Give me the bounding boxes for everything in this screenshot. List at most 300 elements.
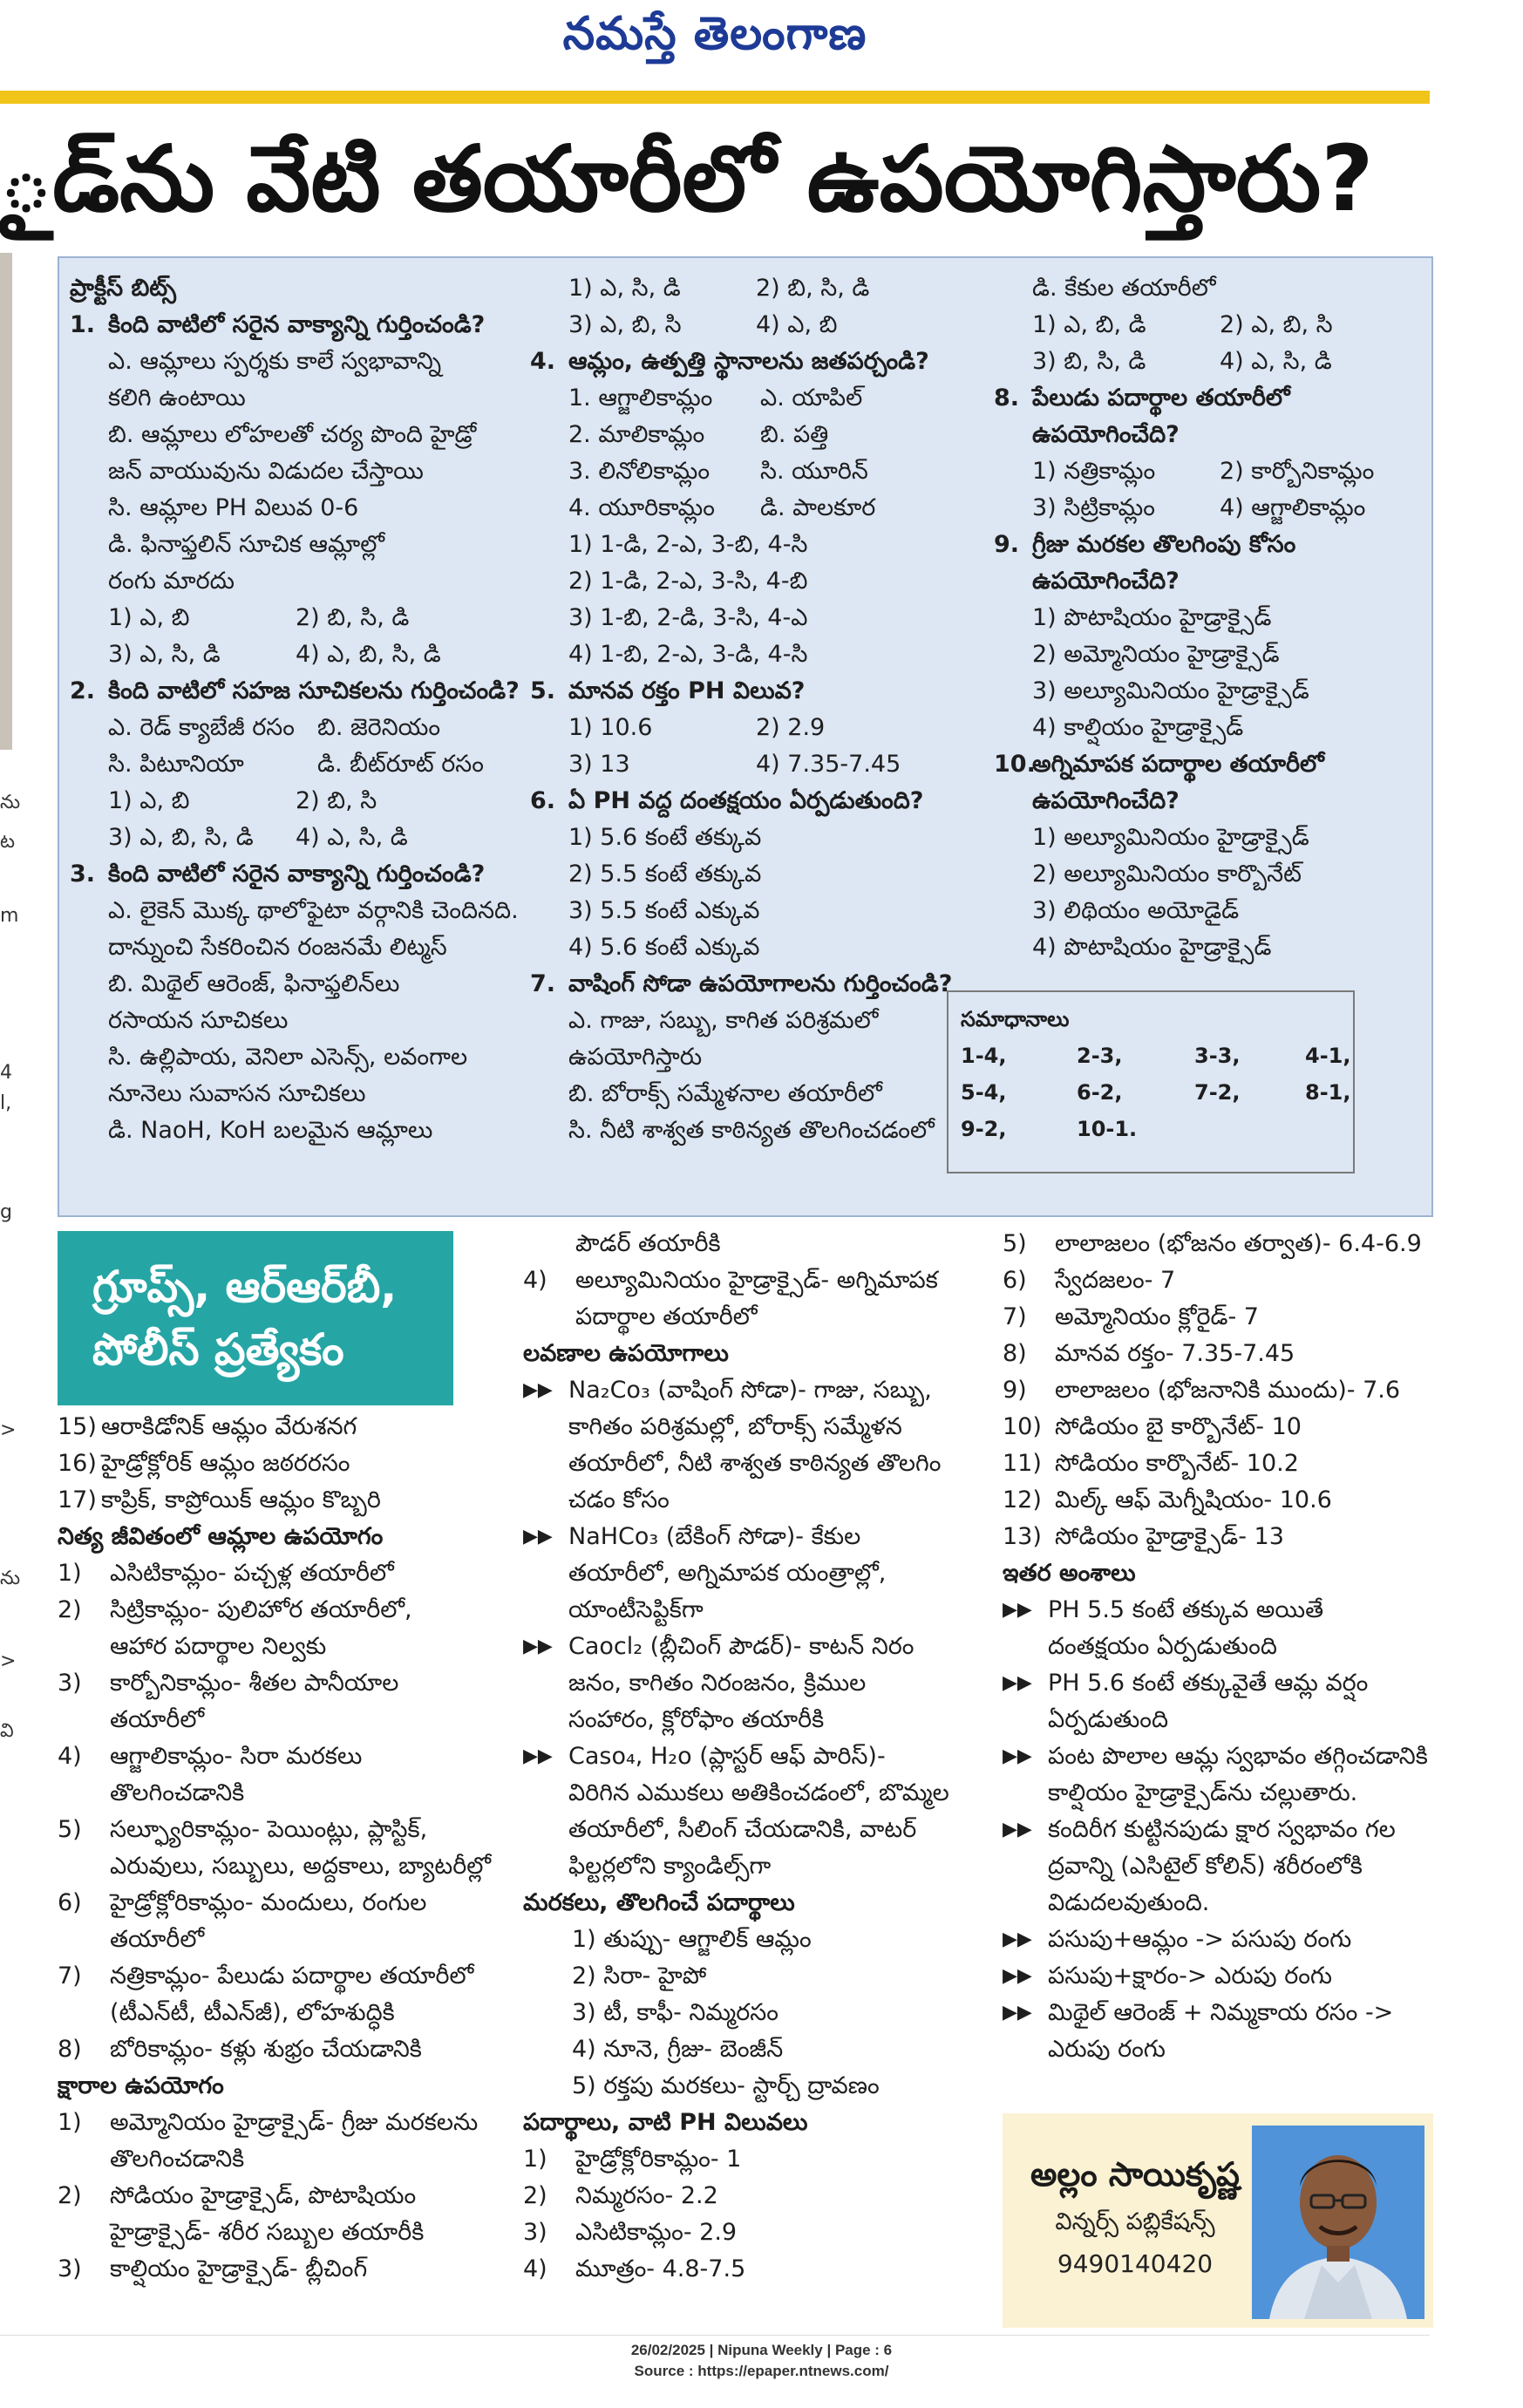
option: 4) 5.6 కంటే ఎక్కువ bbox=[568, 934, 760, 961]
answer-item: 7-2, bbox=[1194, 1080, 1241, 1105]
subheading: క్షారాల ఉపయోగం bbox=[58, 2072, 224, 2099]
item-text: కార్బోనికామ్లం- శీతల పానీయాల bbox=[110, 1670, 399, 1697]
list-item bbox=[58, 2031, 511, 2068]
statement: డి. NaoH, KoH బలమైన ఆమ్లాలు bbox=[108, 1117, 433, 1144]
newspaper-logo: నమస్తే తెలంగాణ bbox=[562, 7, 867, 60]
item-number: 4) bbox=[58, 1743, 82, 1770]
answer-item: 9-2, bbox=[961, 1117, 1007, 1141]
option: 3) ఎ, బి, సి bbox=[568, 311, 682, 338]
practice-column-1 bbox=[70, 270, 523, 1149]
item-text: సల్ఫ్యూరికామ్లం- పెయింట్లు, ప్లాస్టిక్, bbox=[110, 1816, 428, 1843]
list-item bbox=[523, 1262, 976, 1299]
options-row bbox=[530, 710, 983, 746]
list-item bbox=[58, 1665, 511, 1702]
author-photo bbox=[1252, 2126, 1424, 2319]
item-text: సోడియం హైడ్రాక్సైడ్- 13 bbox=[1055, 1523, 1284, 1550]
margin-letter: ట bbox=[0, 831, 15, 853]
item-number: 7) bbox=[58, 1962, 82, 1990]
options-row bbox=[530, 307, 983, 344]
item-continuation: తొలగించడానికి bbox=[110, 2146, 245, 2173]
options-row bbox=[994, 307, 1430, 344]
question bbox=[530, 344, 983, 380]
statement: నూనెలు సువాసన సూచికలు bbox=[108, 1080, 366, 1107]
option: 4) ఎ, బి, సి, డి bbox=[296, 641, 441, 668]
option: 3) ఎ, బి, సి, డి bbox=[108, 824, 254, 851]
option: 4) ఆగ్జాలికామ్లం bbox=[1220, 494, 1366, 521]
list-item: 5) రక్తపు మరకలు- స్టార్చ్ ద్రావణం bbox=[572, 2072, 880, 2099]
author-name: అల్లం సాయికృష్ణ bbox=[1030, 2155, 1240, 2194]
subheading: నిత్య జీవితంలో ఆమ్లాల ఉపయోగం bbox=[58, 1523, 384, 1550]
option: 4) కాల్షియం హైడ్రాక్సైడ్ bbox=[1032, 714, 1244, 741]
match-right: బి. పత్తి bbox=[760, 421, 829, 448]
item-number: 6) bbox=[58, 1889, 82, 1916]
option: 3) అల్యూమినియం హైడ్రాక్సైడ్ bbox=[1032, 677, 1309, 704]
statement: రసాయన సూచికలు bbox=[108, 1007, 289, 1034]
practice-bits-box bbox=[58, 256, 1433, 1217]
bullet-text: పసుపు+క్షారం-> ఎరుపు రంగు bbox=[1048, 1962, 1332, 1990]
list-item bbox=[58, 2178, 511, 2214]
item-number: 9) bbox=[1003, 1377, 1027, 1404]
bullet-continuation: ఎరుపు రంగు bbox=[1048, 2036, 1166, 2063]
bullet-item bbox=[523, 1372, 976, 1409]
bullet-continuation: ఏర్పడుతుంది bbox=[1048, 1706, 1169, 1733]
question-number: 4. bbox=[530, 348, 556, 375]
bullet-continuation: కాల్షియం హైడ్రాక్సైడ్‌ను చల్లుతారు. bbox=[1048, 1779, 1358, 1806]
option: 2) బి, సి bbox=[296, 787, 377, 814]
options-row bbox=[994, 453, 1430, 490]
bullet-continuation: జనం, కాగితం నిరంజనం, క్రిముల bbox=[568, 1670, 867, 1697]
option: 4) ఎ, సి, డి bbox=[296, 824, 408, 851]
question-text: కింది వాటిలో సహజ సూచికలను గుర్తించండి? bbox=[108, 677, 520, 704]
option: 2) బి, సి, డి bbox=[756, 275, 870, 302]
option: 4) ఎ, బి bbox=[756, 311, 838, 338]
question-text: పేలుడు పదార్థాల తయారీలో ఉపయోగించేది? bbox=[1032, 384, 1290, 448]
item-continuation: (టీఎన్‌టీ, టీఎన్‌జీ), లోహశుద్ధికి bbox=[110, 1999, 395, 2026]
person-portrait-icon bbox=[1252, 2126, 1424, 2319]
question-number: 10. bbox=[994, 751, 1036, 778]
bullet-continuation: విడుదలవుతుంది. bbox=[1048, 1889, 1210, 1916]
bullet-continuation: ద్రవాన్ని (ఎసిటైల్ కోలిన్) శరీరంలోకి bbox=[1048, 1853, 1363, 1880]
statement: సి. నీటి శాశ్వత కాఠిన్యత తొలగించడంలో bbox=[568, 1117, 935, 1144]
item-number: 6) bbox=[1003, 1267, 1027, 1294]
margin-letter: ను bbox=[0, 792, 21, 813]
item-number: 1) bbox=[523, 2146, 547, 2173]
bullet-item bbox=[1003, 1922, 1438, 1958]
list-item bbox=[1003, 1372, 1438, 1409]
match-left: 4. యూరికామ్లం bbox=[568, 494, 715, 521]
list-item: 3) టీ, కాఫీ- నిమ్మరసం bbox=[572, 1999, 778, 2026]
item-text: లాలాజలం (భోజనం తర్వాత)- 6.4-6.9 bbox=[1055, 1230, 1422, 1257]
item-text: బోరికామ్లం- కళ్లు శుభ్రం చేయడానికి bbox=[110, 2036, 422, 2063]
match-left: 2. మాలికామ్లం bbox=[568, 421, 705, 448]
item-number: 4) bbox=[523, 1267, 547, 1294]
item-text: అమ్మోనియం హైడ్రాక్సైడ్- గ్రీజు మరకలను bbox=[110, 2109, 479, 2136]
badge-line: పోలీస్ ప్రత్యేకం bbox=[92, 1324, 344, 1375]
margin-letter: ను bbox=[0, 1568, 21, 1589]
list-item bbox=[58, 1445, 511, 1482]
double-arrow-icon: ▶▶ bbox=[1003, 1745, 1032, 1767]
subheading: లవణాల ఉపయోగాలు bbox=[523, 1340, 729, 1367]
list-item: 4) నూనె, గ్రీజు- బెంజీన్ bbox=[572, 2036, 784, 2063]
double-arrow-icon: ▶▶ bbox=[523, 1526, 553, 1548]
item-number: 11) bbox=[1003, 1450, 1042, 1477]
bullet-text: కందిరీగ కుట్టినపుడు క్షార స్వభావం గల bbox=[1048, 1816, 1396, 1843]
section-heading: ప్రాక్టీస్ బిట్స్ bbox=[70, 275, 176, 302]
list-item bbox=[58, 2105, 511, 2141]
option: 3) బి, సి, డి bbox=[1032, 348, 1146, 375]
double-arrow-icon: ▶▶ bbox=[1003, 2002, 1032, 2024]
item-number: 3) bbox=[58, 2255, 82, 2282]
match-row bbox=[530, 380, 983, 417]
option: 1) ఎ, బి bbox=[108, 787, 190, 814]
item-text: సోడియం హైడ్రాక్సైడ్, పొటాషియం bbox=[110, 2182, 417, 2209]
answers-box bbox=[947, 990, 1355, 1173]
author-info bbox=[1022, 2148, 1248, 2284]
option: 1) 5.6 కంటే తక్కువ bbox=[568, 824, 762, 851]
statement: సి. పిటూనియా bbox=[108, 751, 244, 778]
margin-letter: m bbox=[0, 905, 19, 927]
double-arrow-icon: ▶▶ bbox=[523, 1745, 553, 1767]
list-item bbox=[1003, 1445, 1438, 1482]
match-row bbox=[530, 490, 983, 527]
item-number: 2) bbox=[58, 2182, 82, 2209]
item-number: 7) bbox=[1003, 1303, 1027, 1330]
badge-line: గ్రూప్స్, ఆర్ఆర్‌బీ, bbox=[92, 1262, 398, 1312]
item-text: ఆగ్జాలికామ్లం- సిరా మరకలు bbox=[110, 1743, 363, 1770]
question-number: 1. bbox=[70, 311, 96, 338]
list-item bbox=[58, 1885, 511, 1922]
list-item bbox=[58, 1592, 511, 1629]
bullet-item bbox=[1003, 1958, 1438, 1995]
bullet-continuation: సంహారం, క్లోరోఫాం తయారీకి bbox=[568, 1706, 825, 1733]
subheading: పదార్థాలు, వాటి PH విలువలు bbox=[523, 2109, 808, 2136]
item-number: 13) bbox=[1003, 1523, 1042, 1550]
bullet-continuation: తయారీలో, అగ్నిమాపక యంత్రాల్లో, bbox=[568, 1560, 887, 1587]
bullet-item bbox=[1003, 1995, 1438, 2031]
margin-letter: > bbox=[0, 1419, 17, 1441]
item-text: నత్రికామ్లం- పేలుడు పదార్థాల తయారీలో bbox=[110, 1962, 474, 1990]
list-item bbox=[523, 2214, 976, 2251]
statement: ఎ. లైకెన్ మొక్క థాలోఫైటా వర్గానికి చెందినది. bbox=[108, 897, 519, 924]
option: 4) 1-బి, 2-ఎ, 3-డి, 4-సి bbox=[568, 641, 808, 668]
item-text: నిమ్మరసం- 2.2 bbox=[575, 2182, 718, 2209]
option: 3) 5.5 కంటే ఎక్కువ bbox=[568, 897, 760, 924]
statement: బి. జెరెనియం bbox=[317, 714, 441, 741]
item-number: 8) bbox=[1003, 1340, 1027, 1367]
item-number: 3) bbox=[58, 1670, 82, 1697]
list-item bbox=[1003, 1299, 1438, 1336]
statement: డి. కేకుల తయారీలో bbox=[1032, 275, 1216, 302]
statement: కలిగి ఉంటాయి bbox=[108, 384, 246, 412]
option: 3) సిట్రికామ్లం bbox=[1032, 494, 1155, 521]
question-number: 7. bbox=[530, 970, 556, 997]
answer-item: 1-4, bbox=[961, 1044, 1007, 1068]
statement: రంగు మారదు bbox=[108, 568, 235, 595]
list-item bbox=[1003, 1336, 1438, 1372]
bullet-continuation: తయారీలో, నీటి శాశ్వత కాఠిన్యత తొలగిం bbox=[568, 1450, 942, 1477]
bullet-continuation: చడం కోసం bbox=[568, 1486, 670, 1514]
double-arrow-icon: ▶▶ bbox=[1003, 1819, 1032, 1840]
item-number: 1) bbox=[58, 2109, 82, 2136]
question-number: 3. bbox=[70, 860, 96, 888]
bullet-item bbox=[1003, 1812, 1438, 1848]
margin-letter: l, bbox=[0, 1092, 12, 1114]
item-text: హైడ్రోక్లోరికామ్లం- 1 bbox=[575, 2146, 742, 2173]
match-right: డి. పాలకూర bbox=[760, 494, 876, 521]
option: 4) 7.35-7.45 bbox=[756, 751, 901, 778]
question-text: వాషింగ్ సోడా ఉపయోగాలను గుర్తించండి? bbox=[568, 970, 953, 997]
statement-row bbox=[70, 746, 523, 783]
list-item: 1) తుప్పు- ఆగ్జాలిక్ ఆమ్లం bbox=[572, 1926, 812, 1953]
headline: ౖడ్‌ను వేటి తయారీలో ఉపయోగిస్తారు? bbox=[0, 126, 1374, 232]
item-continuation: ఆహార పదార్థాల నిల్వకు bbox=[110, 1633, 327, 1660]
list-item bbox=[58, 1482, 511, 1519]
bullet-item bbox=[523, 1629, 976, 1665]
item-continuation: పదార్థాల తయారీలో bbox=[575, 1303, 758, 1330]
item-text: ఎసిటికామ్లం- 2.9 bbox=[575, 2219, 738, 2246]
bullet-item bbox=[1003, 1738, 1438, 1775]
statement: సి. ఉల్లిపాయ, వెనిలా ఎసెన్స్, లవంగాల bbox=[108, 1044, 468, 1071]
footer-date-page: 26/02/2025 | Nipuna Weekly | Page : 6 bbox=[630, 2342, 893, 2358]
margin-letter: 4 bbox=[0, 1062, 12, 1084]
item-continuation: తొలగించడానికి bbox=[110, 1779, 245, 1806]
option: 2) 1-డి, 2-ఎ, 3-సి, 4-బి bbox=[568, 568, 808, 595]
item-text: సిట్రికామ్లం- పులిహోర తయారీలో, bbox=[110, 1596, 412, 1623]
question bbox=[70, 673, 523, 710]
options-row bbox=[70, 636, 523, 673]
question bbox=[70, 307, 523, 344]
question-number: 5. bbox=[530, 677, 556, 704]
options-row bbox=[70, 600, 523, 636]
list-item bbox=[58, 1958, 511, 1995]
item-number: 1) bbox=[58, 1560, 82, 1587]
item-text: మానవ రక్తం- 7.35-7.45 bbox=[1055, 1340, 1295, 1367]
item-text: అల్యూమినియం హైడ్రాక్సైడ్- అగ్నిమాపక bbox=[575, 1267, 938, 1294]
practice-column-2 bbox=[530, 270, 983, 1149]
item-continuation: తయారీలో bbox=[110, 1706, 205, 1733]
item-text: హైడ్రోక్లోరిక్ ఆమ్లం జఠరరసం bbox=[101, 1450, 350, 1477]
match-right: సి. యూరిన్ bbox=[760, 458, 868, 485]
practice-column-3 bbox=[994, 270, 1430, 966]
question bbox=[70, 856, 523, 893]
double-arrow-icon: ▶▶ bbox=[523, 1636, 553, 1657]
footer-divider bbox=[0, 2335, 1430, 2336]
option: 1) నత్రికామ్లం bbox=[1032, 458, 1156, 485]
option: 3) లిథియం అయోడైడ్ bbox=[1032, 897, 1240, 924]
option: 1) ఎ, సి, డి bbox=[568, 275, 681, 302]
item-number: 2) bbox=[523, 2182, 547, 2209]
statement: డి. ఫినాఫ్తలిన్ సూచిక ఆమ్లాల్లో bbox=[108, 531, 384, 558]
item-number: 16) bbox=[58, 1450, 97, 1477]
question-number: 9. bbox=[994, 531, 1020, 558]
option: 3) 1-బి, 2-డి, 3-సి, 4-ఎ bbox=[568, 604, 808, 631]
special-badge bbox=[58, 1231, 453, 1405]
margin-letter: g bbox=[0, 1201, 12, 1223]
list-item bbox=[58, 2251, 511, 2288]
bullet-continuation: కాగితం పరిశ్రమల్లో, బోరాక్స్ సమ్మేళన bbox=[568, 1413, 902, 1440]
question-text: మానవ రక్తం PH విలువ? bbox=[568, 677, 806, 704]
statement-row bbox=[70, 710, 523, 746]
lower-column-3 bbox=[1003, 1226, 1438, 2068]
options-row bbox=[70, 783, 523, 820]
option: 2) అమ్మోనియం హైడ్రాక్సైడ్ bbox=[1032, 641, 1280, 668]
list-item bbox=[523, 2178, 976, 2214]
answers-grid bbox=[961, 1037, 1351, 1147]
list-item bbox=[58, 1812, 511, 1848]
match-right: ఎ. యాపిల్ bbox=[760, 384, 863, 412]
item-text: హైడ్రోక్లోరికామ్లం- మందులు, రంగుల bbox=[110, 1889, 427, 1916]
margin-letter: వి bbox=[0, 1720, 14, 1742]
bullet-text: పంట పొలాల ఆమ్ల స్వభావం తగ్గించడానికి bbox=[1048, 1743, 1428, 1770]
answer-item: 8-1, bbox=[1305, 1080, 1351, 1105]
bullet-item bbox=[523, 1738, 976, 1775]
question-text: కింది వాటిలో సరైన వాక్యాన్ని గుర్తించండి? bbox=[108, 860, 486, 888]
answer-item: 2-3, bbox=[1077, 1044, 1123, 1068]
author-box bbox=[1003, 2113, 1433, 2328]
bullet-text: మిథైల్ ఆరెంజ్ + నిమ్మకాయ రసం -> bbox=[1048, 1999, 1394, 2026]
item-number: 4) bbox=[523, 2255, 547, 2282]
statement: డి. బీట్‌రూట్ రసం bbox=[317, 751, 484, 778]
bullet-continuation: విరిగిన ఎముకలు అతికించడంలో, బొమ్మల bbox=[568, 1779, 949, 1806]
item-text: ఆరాకిడోనిక్ ఆమ్లం వేరుశనగ bbox=[101, 1413, 357, 1440]
footer bbox=[0, 2340, 1523, 2382]
list-item bbox=[58, 1409, 511, 1445]
list-item bbox=[1003, 1519, 1438, 1555]
match-row bbox=[530, 417, 983, 453]
item-text: కాప్రిక్, కాప్రోయిక్ ఆమ్లం కొబ్బరి bbox=[101, 1486, 381, 1514]
item-text: కాల్షియం హైడ్రాక్సైడ్- బ్లీచింగ్ bbox=[110, 2255, 368, 2282]
item-number: 10) bbox=[1003, 1413, 1042, 1440]
list-item bbox=[58, 1738, 511, 1775]
question-number: 6. bbox=[530, 787, 556, 814]
question bbox=[530, 783, 983, 820]
list-item bbox=[523, 2251, 976, 2288]
item-continuation: పౌడర్ తయారీకి bbox=[575, 1230, 721, 1257]
accent-bar bbox=[0, 91, 1430, 104]
item-number: 5) bbox=[58, 1816, 82, 1843]
list-item bbox=[1003, 1262, 1438, 1299]
question-number: 8. bbox=[994, 384, 1020, 412]
double-arrow-icon: ▶▶ bbox=[523, 1379, 553, 1401]
statement: సి. ఆమ్లాల PH విలువ 0-6 bbox=[108, 494, 359, 521]
question-text: కింది వాటిలో సరైన వాక్యాన్ని గుర్తించండి? bbox=[108, 311, 486, 338]
list-item bbox=[523, 2141, 976, 2178]
bullet-continuation: ఫిల్టర్లలోని క్యాండిల్స్‌గా bbox=[568, 1853, 772, 1880]
options-row bbox=[994, 490, 1430, 527]
item-text: మూత్రం- 4.8-7.5 bbox=[575, 2255, 746, 2282]
answer-item: 4-1, bbox=[1305, 1044, 1351, 1068]
list-item bbox=[58, 1555, 511, 1592]
list-item bbox=[1003, 1482, 1438, 1519]
bullet-text: PH 5.6 కంటే తక్కువైతే ఆమ్ల వర్షం bbox=[1048, 1670, 1369, 1697]
options-row bbox=[530, 746, 983, 783]
statement: జన్ వాయువును విడుదల చేస్తాయి bbox=[108, 458, 424, 485]
match-left: 3. లినోలికామ్లం bbox=[568, 458, 711, 485]
match-row bbox=[530, 453, 983, 490]
options-row bbox=[994, 344, 1430, 380]
statement: ఉపయోగిస్తారు bbox=[568, 1044, 703, 1071]
bullet-text: Caocl₂ (బ్లీచింగ్ పౌడర్)- కాటన్ నిరం bbox=[568, 1633, 914, 1660]
statement: బి. మిథైల్ ఆరెంజ్, ఫినాఫ్తలిన్‌లు bbox=[108, 970, 400, 997]
option: 1) అల్యూమినియం హైడ్రాక్సైడ్ bbox=[1032, 824, 1309, 851]
question-number: 2. bbox=[70, 677, 96, 704]
question-text: ఏ PH వద్ద దంతక్షయం ఏర్పడుతుంది? bbox=[568, 787, 924, 814]
bullet-text: Na₂Co₃ (వాషింగ్ సోడా)- గాజు, సబ్బు, bbox=[568, 1377, 932, 1404]
item-number: 3) bbox=[523, 2219, 547, 2246]
options-row bbox=[70, 820, 523, 856]
option: 2) ఎ, బి, సి bbox=[1220, 311, 1333, 338]
answer-item: 6-2, bbox=[1077, 1080, 1123, 1105]
item-continuation: తయారీలో bbox=[110, 1926, 205, 1953]
item-text: అమ్మోనియం క్లోరైడ్- 7 bbox=[1055, 1303, 1259, 1330]
option: 1) ఎ, బి bbox=[108, 604, 190, 631]
option: 2) కార్బోనికామ్లం bbox=[1220, 458, 1375, 485]
double-arrow-icon: ▶▶ bbox=[1003, 1599, 1032, 1621]
bullet-continuation: దంతక్షయం ఏర్పడుతుంది bbox=[1048, 1633, 1277, 1660]
option: 2) 2.9 bbox=[756, 714, 826, 741]
double-arrow-icon: ▶▶ bbox=[1003, 1672, 1032, 1694]
option: 1) 1-డి, 2-ఎ, 3-బి, 4-సి bbox=[568, 531, 808, 558]
item-text: ఎసిటికామ్లం- పచ్చళ్ల తయారీలో bbox=[110, 1560, 394, 1587]
margin-letter: > bbox=[0, 1650, 17, 1672]
item-continuation: హైడ్రాక్సైడ్- శరీర సబ్బుల తయారీకి bbox=[110, 2219, 425, 2246]
statement: దాన్నుంచి సేకరించిన రంజనమే లిట్మస్ bbox=[108, 934, 447, 961]
option: 2) బి, సి, డి bbox=[296, 604, 410, 631]
bullet-text: Caso₄, H₂o (ప్లాస్టర్ ఆఫ్ పారిస్)- bbox=[568, 1743, 886, 1770]
option: 3) ఎ, సి, డి bbox=[108, 641, 221, 668]
item-text: స్వేదజలం- 7 bbox=[1055, 1267, 1176, 1294]
item-text: సోడియం బై కార్బొనేట్- 10 bbox=[1055, 1413, 1302, 1440]
margin-cutoff-text bbox=[0, 0, 19, 1831]
question bbox=[994, 746, 1430, 820]
item-number: 2) bbox=[58, 1596, 82, 1623]
statement: ఎ. గాజు, సబ్బు, కాగిత పరిశ్రమలో bbox=[568, 1007, 879, 1034]
options-row bbox=[530, 270, 983, 307]
option: 2) అల్యూమినియం కార్బొనేట్ bbox=[1032, 860, 1302, 888]
option: 1) ఎ, బి, డి bbox=[1032, 311, 1146, 338]
double-arrow-icon: ▶▶ bbox=[1003, 1965, 1032, 1987]
item-text: లాలాజలం (భోజనానికి ముందు)- 7.6 bbox=[1055, 1377, 1401, 1404]
answer-item: 10-1. bbox=[1077, 1117, 1138, 1141]
item-number: 12) bbox=[1003, 1486, 1042, 1514]
answer-item: 5-4, bbox=[961, 1080, 1007, 1105]
option: 1) పొటాషియం హైడ్రాక్సైడ్ bbox=[1032, 604, 1272, 631]
bullet-item bbox=[1003, 1665, 1438, 1702]
item-number: 8) bbox=[58, 2036, 82, 2063]
bullet-text: PH 5.5 కంటే తక్కువ అయితే bbox=[1048, 1596, 1324, 1623]
option: 3) 13 bbox=[568, 751, 630, 778]
question bbox=[530, 966, 983, 1003]
masthead bbox=[0, 0, 1430, 66]
list-item bbox=[1003, 1409, 1438, 1445]
item-number: 15) bbox=[58, 1413, 97, 1440]
item-text: మిల్క్ ఆఫ్ మెగ్నీషియం- 10.6 bbox=[1055, 1486, 1332, 1514]
subheading: ఇతర అంశాలు bbox=[1003, 1560, 1136, 1587]
statement: బి. ఆమ్లాలు లోహలతో చర్య పొంది హైడ్రో bbox=[108, 421, 477, 448]
match-left: 1. ఆగ్జాలికామ్లం bbox=[568, 384, 713, 412]
answer-item: 3-3, bbox=[1194, 1044, 1241, 1068]
question-text: గ్రీజు మరకల తొలగింపు కోసం ఉపయోగించేది? bbox=[1032, 531, 1296, 595]
author-organization: విన్నర్స్ పబ్లికేషన్స్ bbox=[1055, 2208, 1215, 2235]
list-item bbox=[1003, 1226, 1438, 1262]
question bbox=[994, 527, 1430, 600]
subheading: మరకలు, తొలగించే పదార్థాలు bbox=[523, 1889, 795, 1916]
bullet-text: NaHCo₃ (బేకింగ్ సోడా)- కేకుల bbox=[568, 1523, 861, 1550]
question bbox=[994, 380, 1430, 453]
list-item: 2) సిరా- హైపో bbox=[572, 1962, 707, 1990]
bullet-text: పసుపు+ఆమ్లం -> పసుపు రంగు bbox=[1048, 1926, 1352, 1953]
option: 4) ఎ, సి, డి bbox=[1220, 348, 1332, 375]
